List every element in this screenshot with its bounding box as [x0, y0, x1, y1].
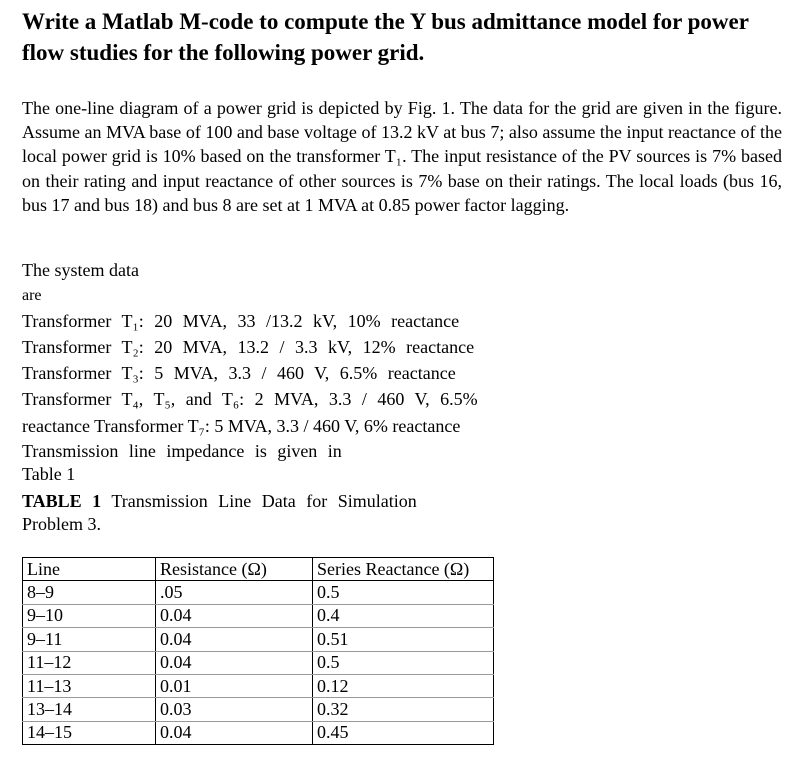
transmission-line-note: Transmission line impedance is given in — [22, 441, 342, 461]
header-line: Line — [23, 558, 156, 581]
table-caption — [22, 491, 417, 512]
transmission-line-table — [22, 557, 494, 745]
cell-reactance: 0.45 — [313, 721, 494, 744]
transmission-line-note-cont: Table 1 — [22, 464, 76, 484]
table-row — [23, 674, 494, 697]
cell-resistance: 0.04 — [156, 651, 313, 674]
transformer-t2: Transformer T₂: 20 MVA, 13.2 / 3.3 kV, 12% reactance — [22, 337, 475, 357]
table-row — [23, 651, 494, 674]
cell-line: 11–12 — [23, 651, 156, 674]
transformer-t3: Transformer T₃: 5 MVA, 3.3 / 460 V, 6.5% reactance — [22, 363, 456, 383]
cell-line: 9–11 — [23, 628, 156, 651]
cell-resistance: 0.04 — [156, 628, 313, 651]
system-data-heading-cont: are — [22, 287, 42, 304]
cell-reactance: 0.51 — [313, 628, 494, 651]
transformer-t7: reactance Transformer T₇: 5 MVA, 3.3 / 460 V, 6% reactance — [22, 416, 461, 436]
cell-resistance: 0.03 — [156, 698, 313, 721]
cell-line: 8–9 — [23, 581, 156, 604]
cell-line: 11–13 — [23, 674, 156, 697]
table-row — [23, 604, 494, 627]
problem-description: The one-line diagram of a power grid is depicted by Fig. 1. The data for the grid are given in the figure. Assume an MVA base of 100 and base voltage of 13.2 kV at bus 7; also assume the input reactance of the local power grid is 10% based on the transformer T₁. The input resistance of the PV sources is 7% based on their rating and input reactance of other sources is 7% base on their ratings. The local loads (bus 16, bus 17 and bus 18) and bus 8 are set at 1 MVA at 0.85 power factor lagging. — [22, 98, 782, 215]
header-series-reactance: Series Reactance (Ω) — [313, 558, 494, 581]
table-caption-text: Transmission Line Data for Simulation — [111, 491, 417, 511]
cell-reactance: 0.5 — [313, 581, 494, 604]
problem-title: Write a Matlab M-code to compute the Y bus admittance model for power flow studies for the following power grid. — [22, 9, 749, 65]
table-row — [23, 698, 494, 721]
cell-line: 9–10 — [23, 604, 156, 627]
table-row — [23, 628, 494, 651]
cell-line: 13–14 — [23, 698, 156, 721]
cell-reactance: 0.4 — [313, 604, 494, 627]
table-row — [23, 581, 494, 604]
table-header-row — [23, 558, 494, 581]
cell-reactance: 0.32 — [313, 698, 494, 721]
transformer-t4-t6: Transformer T₄, T₅, and T₆: 2 MVA, 3.3 / 460 V, 6.5% — [22, 389, 478, 409]
cell-resistance: 0.04 — [156, 721, 313, 744]
cell-reactance: 0.12 — [313, 674, 494, 697]
transformer-t1: Transformer T₁: 20 MVA, 33 /13.2 kV, 10% reactance — [22, 311, 460, 331]
cell-resistance: 0.04 — [156, 604, 313, 627]
system-data-heading: The system data — [22, 260, 139, 280]
cell-resistance: 0.01 — [156, 674, 313, 697]
cell-line: 14–15 — [23, 721, 156, 744]
cell-resistance: .05 — [156, 581, 313, 604]
table-caption-cont: Problem 3. — [22, 514, 101, 534]
table-caption-label: TABLE 1 — [22, 491, 102, 511]
cell-reactance: 0.5 — [313, 651, 494, 674]
table-row — [23, 721, 494, 744]
header-resistance: Resistance (Ω) — [156, 558, 313, 581]
